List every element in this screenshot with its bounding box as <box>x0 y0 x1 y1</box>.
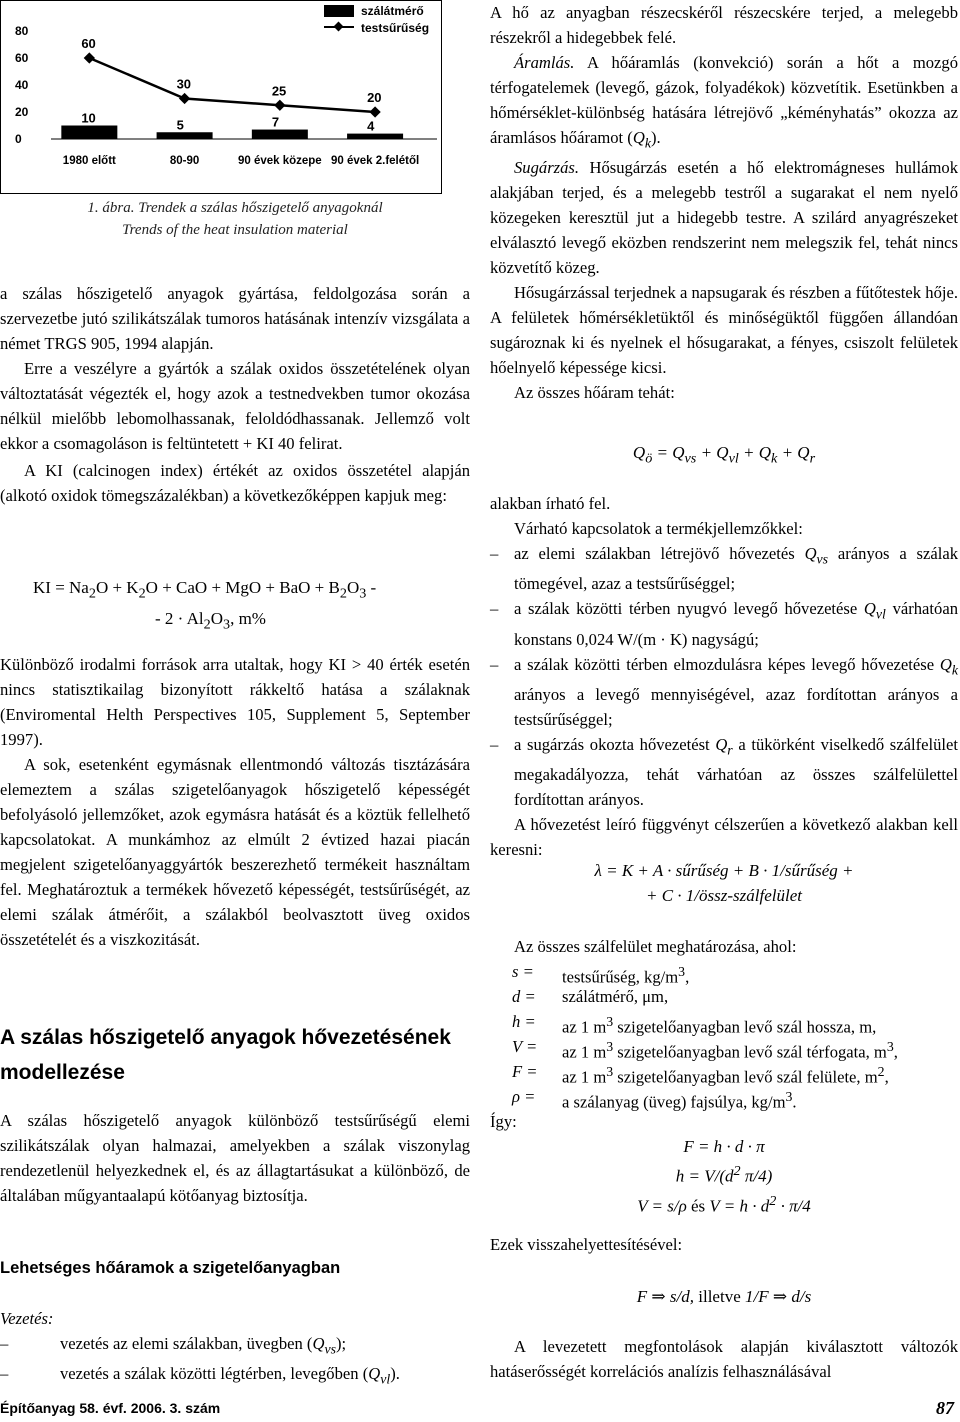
bar-szálátmérő <box>252 130 308 139</box>
line-value-label: 20 <box>367 90 382 105</box>
legend-line-marker <box>334 22 344 32</box>
right-text-block-3 <box>490 934 958 959</box>
bar-value-label: 10 <box>81 110 96 126</box>
line-value-label: 30 <box>176 76 192 92</box>
paragraph-surface: Az összes szálfelület meghatározása, ahol: <box>514 937 797 956</box>
journal-footer: Építőanyag 58. évf. 2006. 3. szám <box>0 1400 221 1416</box>
lambda-formula-line2: + C · 1/össz-szálfelület <box>646 886 802 905</box>
line-marker <box>84 52 95 63</box>
paragraph-expected: Várható kapcsolatok a termékjellemzőkkel: <box>514 519 803 538</box>
bar-szálátmérő <box>61 126 117 140</box>
lambda-formula <box>490 858 958 908</box>
section-heading: A szálas hőszigetelő anyagok hővezetésének modellezése <box>0 1026 451 1084</box>
x-tick-label: 90 évek közepe <box>237 155 322 167</box>
paragraph-ki40: Különböző irodalmi források arra utaltak, hogy KI > 40 érték esetén nincs statisztikailag bizonyított rákkeltő hatása a szálaknak (Enviromental Helth Perspectives 105, Supplement 5, September 1997). <box>0 655 470 749</box>
page-number: 87 <box>936 1398 954 1418</box>
paragraph-correlation: A levezetett megfontolások alapján kiválasztott változók hatáserősségét korrelációs analízis felhasználásával <box>490 1337 958 1381</box>
left-text-block-3 <box>0 1108 470 1208</box>
paragraph-function: A hővezetést leíró függvényt célszerűen a következő alakban kell keresni: <box>490 815 958 860</box>
dash-bullet: – <box>0 1364 9 1384</box>
formula-v: V = s/ρ és $V = h \cdot d^2 \cdot \pi/4$ <box>637 1192 811 1216</box>
trend-chart <box>0 0 442 194</box>
proportion-formula: F ⇒ s/d, illetve 1/F ⇒ d/s <box>636 1287 812 1306</box>
paragraph-fiber-sets: A szálas hőszigetelő anyagok különböző testsűrűségű elemi szilikátszálak olyan halmazai, amelyekben a szálak viszonylag rendezetlenül helyezkednek el, és az állagtartásukat a különböző, de általában műgyantaalapú kötőanyag biztosítja. <box>0 1111 470 1205</box>
x-tick-label: 90 évek 2.felétől <box>330 155 420 167</box>
line-marker <box>369 106 380 117</box>
dash-bullet: – <box>0 1334 9 1353</box>
paragraph-conduction-def: A hő az anyagban részecskéről részecskére terjed, a melegebb részekről a hidegebbek felé. <box>490 3 958 47</box>
figure-caption-en: Trends of the heat insulation material <box>122 222 348 238</box>
definition-list: s = testsűrűség, $kg/m^3$, d = szálátmérő, μm, h = az 1 $m^3$ szigetelőanyagban levő szál hossza, m, V = az 1 $m^3$ szigetelőanyagban levő szál térfogata, $m^3$, F = az 1 $m^3$ szigetelőanyagban levő szál felülete, $m^2$, ρ = a szálanyag (üveg) fajsúlya, $kg/m^3$. <box>512 962 898 1112</box>
y-tick-label: 20 <box>15 105 29 119</box>
right-text-block-4 <box>490 1232 958 1257</box>
figure-caption-hu: 1. ábra. Trendek a szálas hőszigetelő anyagoknál <box>87 200 383 216</box>
paragraph-trgs: a szálas hőszigetelő anyagok gyártása, feldolgozása során a szervezetbe jutó szilikátszálak tumoros hatásának intenzív vizsgálata a német TRGS 905, 1994 alapján. <box>0 284 470 353</box>
formula-h: $h = V/(d^2$ π/4) <box>675 1163 773 1186</box>
lambda-formula-line1: λ = K + A · sűrűség + B · 1/sűrűség + <box>594 861 854 880</box>
conduction-list <box>0 1306 470 1392</box>
paragraph-ki-def: A KI (calcinogen index) értékét az oxidos összetétel alapján (alkotó oxidok tömegszázalékban) a következőképpen kapjuk meg: <box>0 461 470 505</box>
ki-formula <box>33 575 453 638</box>
left-text-block-1 <box>0 281 470 508</box>
radiation-label: Sugárzás. <box>514 158 580 178</box>
conduction-item-glass: – vezetés az elemi szálakban, üvegben $(Q_{vs})$; <box>0 1331 470 1361</box>
y-tick-label: 80 <box>15 24 29 38</box>
total-heat-formula: $Q_ö = Q_{vs} + Q_{vl} + Q_k + Q_r$ <box>632 443 816 467</box>
paragraph-radiation-examples: Hősugárzással terjednek a napsugarak és részben a fűtőtestek hője. A felületek hőmérsékletüktől és minőségüktől függően állandóan sugároznak ki és nyelnek el hősugarakat, a fényes, csiszolt felületek hőelnyelő képessége kicsi. <box>490 283 958 378</box>
expected-item-qr: – a sugárzás okozta hővezetést $Q_r$ a tükörként viselkedő szálfelület megakadályozza, tehát várhatóan az összes szálfelülettel fordítottan arányos. <box>490 734 958 810</box>
line-marker <box>179 93 190 104</box>
right-text-block-2 <box>490 491 958 862</box>
line-testsűrűség <box>89 58 375 112</box>
bar-value-label: 7 <box>271 114 280 130</box>
conduction-item-air: – vezetés a szálak közötti légtérben, levegőben $(Q_{vl})$. <box>0 1361 470 1391</box>
subsection-heading: Lehetséges hőáramok a szigetelőanyagban <box>0 1259 341 1277</box>
legend-bar-swatch <box>324 5 354 17</box>
right-text-block-5 <box>490 1334 958 1384</box>
ki-formula-line1: KI = $Na_2O + K_2O$ + CaO + MgO + BaO + $B_2O_3$ - <box>33 578 377 602</box>
paragraph-form: alakban írható fel. <box>490 494 611 513</box>
legend-label: testsűrűség <box>361 21 430 35</box>
convection-label: Áramlás. <box>514 53 575 72</box>
formula-f: F = h · d · π <box>683 1137 765 1156</box>
expected-item-qvs: – az elemi szálakban létrejövő hővezetés $Q_{vs}$ arányos a szálak tömegével, azaz a testsűrűséggel; <box>490 544 958 594</box>
conduction-label: Vezetés: <box>0 1309 54 1328</box>
expected-item-qvl: – a szálak közötti térben nyugvó levegő hővezetése $Q_{vl}$ várhatóan konstans 0,024 W/(m · K) nagyságú; <box>490 599 958 649</box>
paragraph-analysis: A sok, esetenként egymásnak ellentmondó változás tisztázására elemeztem a szálas szigetelőanyagok hőszigetelő képességét befolyásoló jellemzőket, azok egymásra hatását és a köztük fellelhető kapcsolatokat. A munkámhoz az elmúlt 2 évtized hazai piacán megjelent szigetelőanyaggyártók beszerezhető termékeit használtam fel. Meghatároztuk a termékek hővezető képességét, testsűrűségét, az elemi szálak átmérőit, a szálakból beolvasztott üveg oxidos összetételét és a viszkozitását. <box>0 755 470 949</box>
figure-caption <box>0 197 470 241</box>
x-tick-label: 1980 előtt <box>62 155 116 167</box>
igy-label-block <box>490 1109 958 1134</box>
surface-formulas <box>490 1134 958 1218</box>
legend-label: szálátmérő <box>361 4 424 18</box>
bar-szálátmérő <box>347 134 403 139</box>
bar-value-label: 5 <box>176 117 184 133</box>
y-tick-label: 60 <box>15 51 29 65</box>
line-value-label: 60 <box>81 36 96 51</box>
paragraph-total-heat: Az összes hőáram tehát: <box>514 383 675 403</box>
paragraph-convection: Áramlás. A hőáramlás (konvekció) során a hőt a mozgó térfogatelemek (levegő, gázok, folyadékok) közvetítik. Esetünkben a hőmérséklet-különbség hatására létrejövő „kéményhatás” okozza az áramlásos hőáramot $(Q_k)$. <box>490 53 958 151</box>
chart-canvas <box>1 1 441 193</box>
expected-item-qk: – a szálak közötti térben elmozdulásra képes levegő hővezetése $Q_k$ arányos a levegő mennyiségével, azaz fordítottan arányos a testsűrűséggel; <box>490 654 958 729</box>
y-tick-label: 0 <box>15 132 22 146</box>
y-tick-label: 40 <box>15 78 29 92</box>
igy-label: Így: <box>490 1112 517 1131</box>
paragraph-substitution: Ezek visszahelyettesítésével: <box>490 1235 683 1254</box>
ki-formula-line2: - $2 \cdot Al_2O_3$, m% <box>155 609 266 633</box>
paragraph-oxid-change: Erre a veszélyre a gyártók a szálak oxidos összetételének olyan változtatását végezték el, hogy azok a testnedvekben tumor okozása nélkül mielőbb lebomolhassanak, feloldódhassanak. Jellemző volt ekkor a csomagoláson is feltüntetett + KI 40 felirat. <box>0 359 470 453</box>
bar-value-label: 4 <box>367 118 375 134</box>
line-marker <box>274 100 285 111</box>
bar-szálátmérő <box>157 132 213 139</box>
left-text-block-2 <box>0 652 470 952</box>
x-tick-label: 80-90 <box>169 155 200 167</box>
line-value-label: 25 <box>271 83 287 99</box>
paragraph-radiation: Sugárzás. Hősugárzás esetén a hő elektromágneses hullámok alakjában terjed, és a melegebb testről a sugarakat el nem nyelő közegeken keresztül jut a hidegebb testre. A szilárd anyagrészeket elválasztó levegő eközben rendszerint nem melegszik fel, tehát nincs közvetítő közeg. <box>490 158 958 278</box>
right-text-block-1 <box>490 0 958 405</box>
